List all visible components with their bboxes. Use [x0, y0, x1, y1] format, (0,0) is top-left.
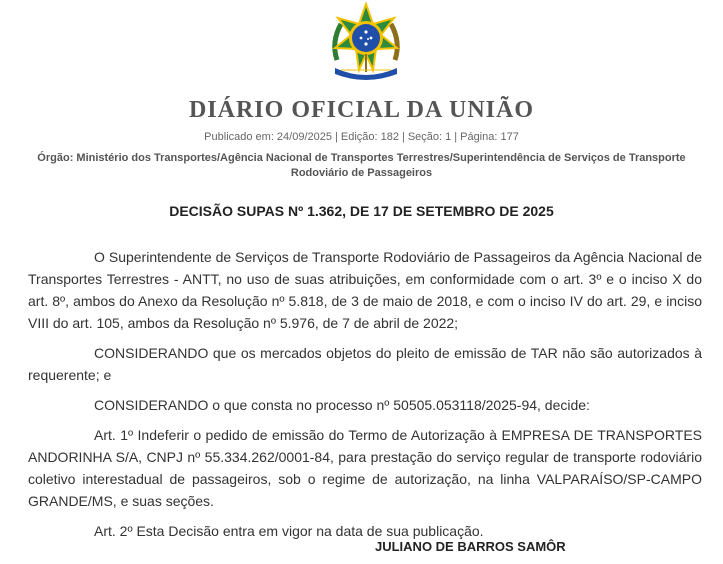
publication-info	[0, 131, 723, 143]
separator: |	[335, 131, 338, 143]
act-title: DECISÃO SUPAS Nº 1.362, DE 17 DE SETEMBRO DE 2025	[169, 203, 554, 219]
separator: |	[401, 131, 405, 143]
act-body	[28, 246, 702, 550]
edition-number: Edição: 182	[340, 131, 399, 143]
preamble-paragraph: O Superintendente de Serviços de Transporte Rodoviário de Passageiros da Agência Nacional de Transportes Terrestres - ANTT, no uso de suas atribuições, em conformidade com o art. 3º e o inciso X do art. 8º, ambos do Anexo da Resolução nº 5.818, de 3 de maio de 2018, e com o inciso IV do art. 29, e inciso VIII do art. 105, ambos da Resolução nº 5.976, de 7 de abril de 2022;	[28, 249, 702, 331]
article-2-paragraph: Art. 2º Esta Decisão entra em vigor na data de sua publicação.	[94, 523, 484, 539]
considerando-paragraph: CONSIDERANDO o que consta no processo nº 50505.053118/2025-94, decide:	[94, 397, 590, 413]
published-date: Publicado em: 24/09/2025	[204, 131, 332, 143]
brazil-coat-of-arms-icon	[327, 2, 405, 84]
section-number: Seção: 1	[407, 131, 452, 143]
newspaper-title: DIÁRIO OFICIAL DA UNIÃO	[188, 97, 535, 123]
signature-name: JULIANO DE BARROS SAMÔR	[375, 539, 566, 554]
separator: |	[454, 131, 458, 143]
considerando-paragraph: CONSIDERANDO que os mercados objetos do pleito de emissão de TAR não são autorizados à requerente; e	[28, 345, 702, 383]
page-number: Página: 177	[460, 131, 519, 143]
issuing-body: Órgão: Ministério dos Transportes/Agência Nacional de Transportes Terrestres/Superintendência de Serviços de Transporte Rodoviário de Passageiros	[37, 152, 686, 179]
article-1-paragraph: Art. 1º Indeferir o pedido de emissão do Termo de Autorização à EMPRESA DE TRANSPORTES ANDORINHA S/A, CNPJ nº 55.334.262/0001-84, para prestação do serviço regular de transporte rodoviário coletivo interestadual de passageiros, sob o regime de autorização, na linha VALPARAÍSO/SP-CAMPO GRANDE/MS, e suas seções.	[28, 427, 702, 509]
